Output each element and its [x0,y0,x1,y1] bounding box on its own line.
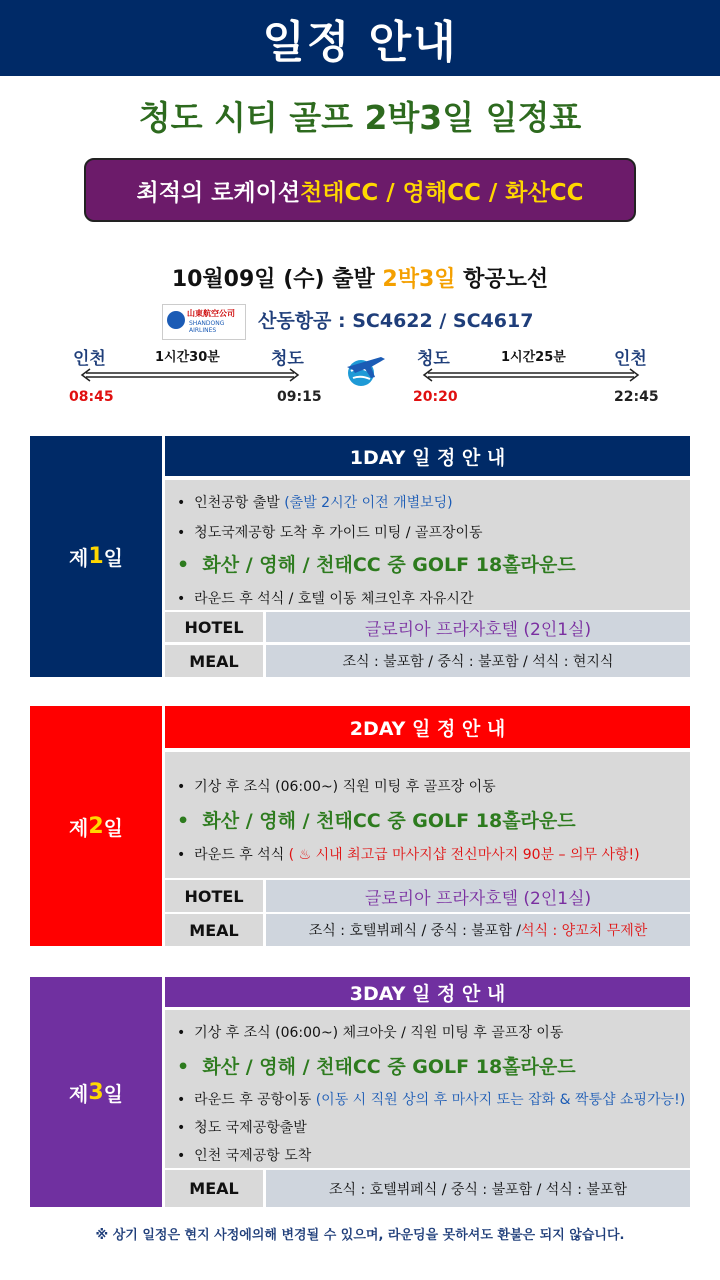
day3-item-1: • 기상 후 조식 (06:00~) 체크아웃 / 직원 미팅 후 골프장 이동 [177,1025,564,1041]
day2-hotel-label: HOTEL [165,880,263,912]
day2-meal-text: 조식 : 호텔뷔페식 / 중식 : 불포함 / [308,923,522,939]
day3-item-5-text: 인천 국제공항 도착 [194,1148,312,1164]
flight-title-highlight: 2박3일 [382,267,456,292]
outbound-arrive-time: 09:15 [277,389,322,405]
day3-label-num: 3 [88,1079,104,1105]
day3-label-suffix: 일 [103,1081,123,1106]
day1-label-suffix: 일 [103,546,123,570]
day1-item-3: • 화산 / 영해 / 천태CC 중 GOLF 18홀라운드 [177,554,576,576]
day3-item-4-text: 청도 국제공항출발 [194,1120,307,1136]
day2-item-2: • 화산 / 영해 / 천태CC 중 GOLF 18홀라운드 [177,810,576,832]
day1-label [30,436,162,677]
day1-item-1-extra: (출발 2시간 이전 개별보딩) [284,495,453,511]
footer-notice: ※ 상기 일정은 현지 사정에의해 변경될 수 있으며, 라운딩을 못하셔도 환불은 되지 않습니다. [95,1228,625,1243]
airline-logo [162,304,246,340]
day2-label [30,706,162,946]
day1-label-num: 1 [88,544,104,569]
day1-hotel-label: HOTEL [165,612,263,642]
day1-item-4: • 라운드 후 석식 / 호텔 이동 체크인후 자유시간 [177,591,474,607]
day2-hotel-value: 글로리아 프라자호텔 (2인1실) [266,880,690,912]
day3-item-2: • 화산 / 영해 / 천태CC 중 GOLF 18홀라운드 [177,1056,576,1078]
day3-body [165,1010,690,1168]
day1-body [165,480,690,610]
day2-label-num: 2 [88,813,104,839]
day1-item-2: • 청도국제공항 도착 후 가이드 미팅 / 골프장이동 [177,525,483,541]
outbound-arrow [80,368,300,382]
day3-label-prefix: 제 [69,1081,89,1106]
day1-meal-label: MEAL [165,645,263,677]
day3-item-3-extra: (이동 시 직원 상의 후 마사지 또는 잡화 & 짝퉁샵 쇼핑가능!) [315,1092,686,1108]
page-title: 일정 안내 [262,17,458,68]
outbound-depart-time: 08:45 [69,389,114,405]
inbound-arrive-time: 22:45 [614,389,659,405]
location-box [84,158,636,222]
day2-header: 2DAY 일 정 안 내 [165,706,690,748]
flight-title [0,262,720,293]
day1-item-3-text: 화산 / 영해 / 천태CC 중 GOLF 18홀라운드 [202,554,576,576]
inbound-from: 청도 [417,349,450,369]
location-prefix: 최적의 로케이션 [136,179,301,206]
day2-label-prefix: 제 [69,815,89,840]
day2-item-2-text: 화산 / 영해 / 천태CC 중 GOLF 18홀라운드 [202,810,576,832]
flight-title-suffix: 항공노선 [455,267,549,292]
day2-item-3-text: 라운드 후 석식 [194,847,289,863]
airline-logo-cn: 山東航空公司 [187,309,235,318]
inbound-to: 인천 [614,349,647,369]
day3-meal-label: MEAL [165,1170,263,1207]
day1-label-prefix: 제 [69,546,89,570]
day3-meal-value: 조식 : 호텔뷔페식 / 중식 : 불포함 / 석식 : 불포함 [266,1170,690,1207]
day3-item-1-text: 기상 후 조식 (06:00~) 체크아웃 / 직원 미팅 후 골프장 이동 [194,1025,564,1041]
flight-title-prefix: 10월09일 (수) 출발 [171,267,383,292]
inbound-duration: 1시간25분 [501,350,566,365]
day3-item-4: • 청도 국제공항출발 [177,1120,307,1136]
day3-item-2-text: 화산 / 영해 / 천태CC 중 GOLF 18홀라운드 [202,1056,576,1078]
day2-meal-extra: 석식 : 양꼬치 무제한 [521,923,648,939]
schedule-subtitle: 청도 시티 골프 2박3일 일정표 [138,98,582,137]
day2-item-1-text: 기상 후 조식 (06:00~) 직원 미팅 후 골프장 이동 [194,779,496,795]
top-banner [0,0,720,76]
day2-meal-label: MEAL [165,914,263,946]
inbound-arrow [422,368,640,382]
day1-header: 1DAY 일 정 안 내 [165,436,690,476]
location-courses: 천태CC / 영해CC / 화산CC [300,179,584,206]
inbound-depart-time: 20:20 [413,389,458,405]
day2-item-1: • 기상 후 조식 (06:00~) 직원 미팅 후 골프장 이동 [177,779,496,795]
day1-item-2-text: 청도국제공항 도착 후 가이드 미팅 / 골프장이동 [194,525,483,541]
outbound-from: 인천 [73,349,106,369]
airline-flights: 산동항공 : SC4622 / SC4617 [258,310,534,332]
day1-item-4-text: 라운드 후 석식 / 호텔 이동 체크인후 자유시간 [194,591,474,607]
day1-meal-value: 조식 : 불포함 / 중식 : 불포함 / 석식 : 현지식 [266,645,690,677]
day3-label [30,977,162,1207]
day3-item-3: • 라운드 후 공항이동 (이동 시 직원 상의 후 마사지 또는 잡화 & 짝퉁샵 쇼핑가능!) [177,1092,686,1108]
outbound-to: 청도 [271,349,304,369]
airline-logo-en: SHANDONG AIRLINES [189,320,225,334]
airline-logo-mark [167,311,185,329]
day2-body [165,752,690,878]
day3-header: 3DAY 일 정 안 내 [165,977,690,1007]
day2-item-3-extra: ( ♨ 시내 최고급 마사지샵 전신마사지 90분 – 의무 사항!) [288,847,640,863]
day1-item-1-text: 인천공항 출발 [194,495,285,511]
day3-item-5: • 인천 국제공항 도착 [177,1148,312,1164]
day1-hotel-value: 글로리아 프라자호텔 (2인1실) [266,612,690,642]
day3-item-3-text: 라운드 후 공항이동 [194,1092,316,1108]
airplane-globe-icon [341,351,387,389]
day2-meal-value [266,914,690,946]
day2-item-3: • 라운드 후 석식 ( ♨ 시내 최고급 마사지샵 전신마사지 90분 – 의무 사항!) [177,847,640,863]
day1-item-1: • 인천공항 출발 (출발 2시간 이전 개별보딩) [177,495,453,511]
day2-label-suffix: 일 [103,815,123,840]
outbound-duration: 1시간30분 [155,350,220,365]
